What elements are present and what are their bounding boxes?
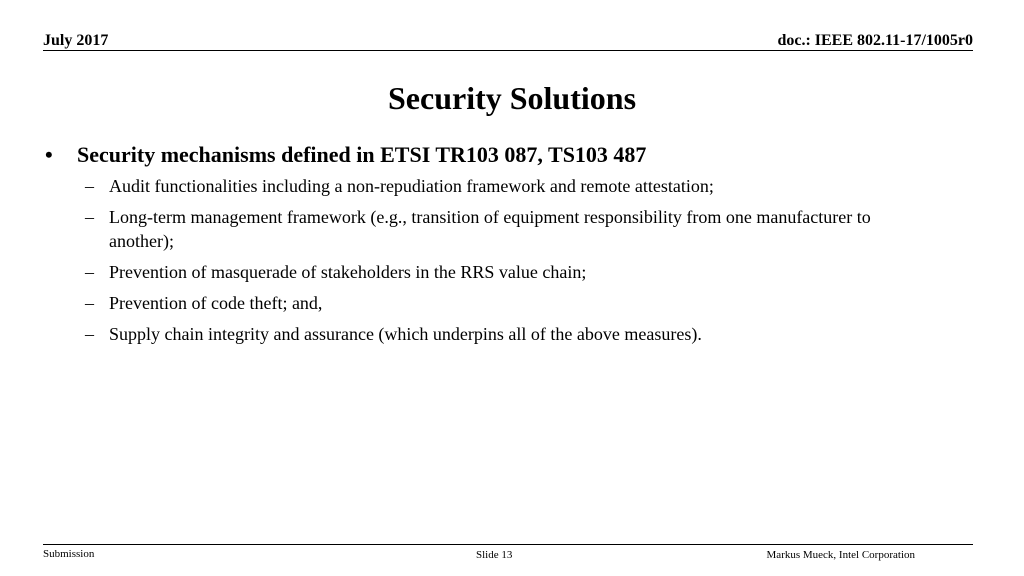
slide-content [43,140,943,353]
header-doc-id: doc.: IEEE 802.11-17/1005r0 [777,32,973,49]
sub-bullet-text: Prevention of code theft; and, [109,293,323,313]
main-bullet [43,140,943,170]
slide-title: Security Solutions [387,80,637,116]
sub-bullet-text: Long-term management framework (e.g., transition of equipment responsibility from one manufacturer to another); [109,207,871,251]
sub-bullet [85,174,943,198]
sub-bullet-text: Audit functionalities including a non-repudiation framework and remote attestation; [109,176,714,196]
bullet-icon: • [45,142,53,167]
footer-submission: Submission [43,548,95,560]
dash-icon: – [85,324,94,344]
main-bullet-text: Security mechanisms defined in ETSI TR103 087, TS103 487 [77,142,647,167]
dash-icon: – [85,176,94,196]
sub-bullet [85,205,943,253]
sub-bullet [85,260,943,284]
sub-bullet-text: Prevention of masquerade of stakeholders in the RRS value chain; [109,262,587,282]
dash-icon: – [85,293,94,313]
sub-bullet [85,291,943,315]
footer-slide-number: Slide 13 [476,549,513,561]
sub-bullet [85,322,943,346]
dash-icon: – [85,207,94,227]
footer-divider [43,544,973,545]
sub-bullet-list [43,174,943,346]
header-date: July 2017 [43,32,109,49]
sub-bullet-text: Supply chain integrity and assurance (which underpins all of the above measures). [109,324,702,344]
footer-author: Markus Mueck, Intel Corporation [766,549,915,561]
dash-icon: – [85,262,94,282]
header-divider [43,50,973,51]
